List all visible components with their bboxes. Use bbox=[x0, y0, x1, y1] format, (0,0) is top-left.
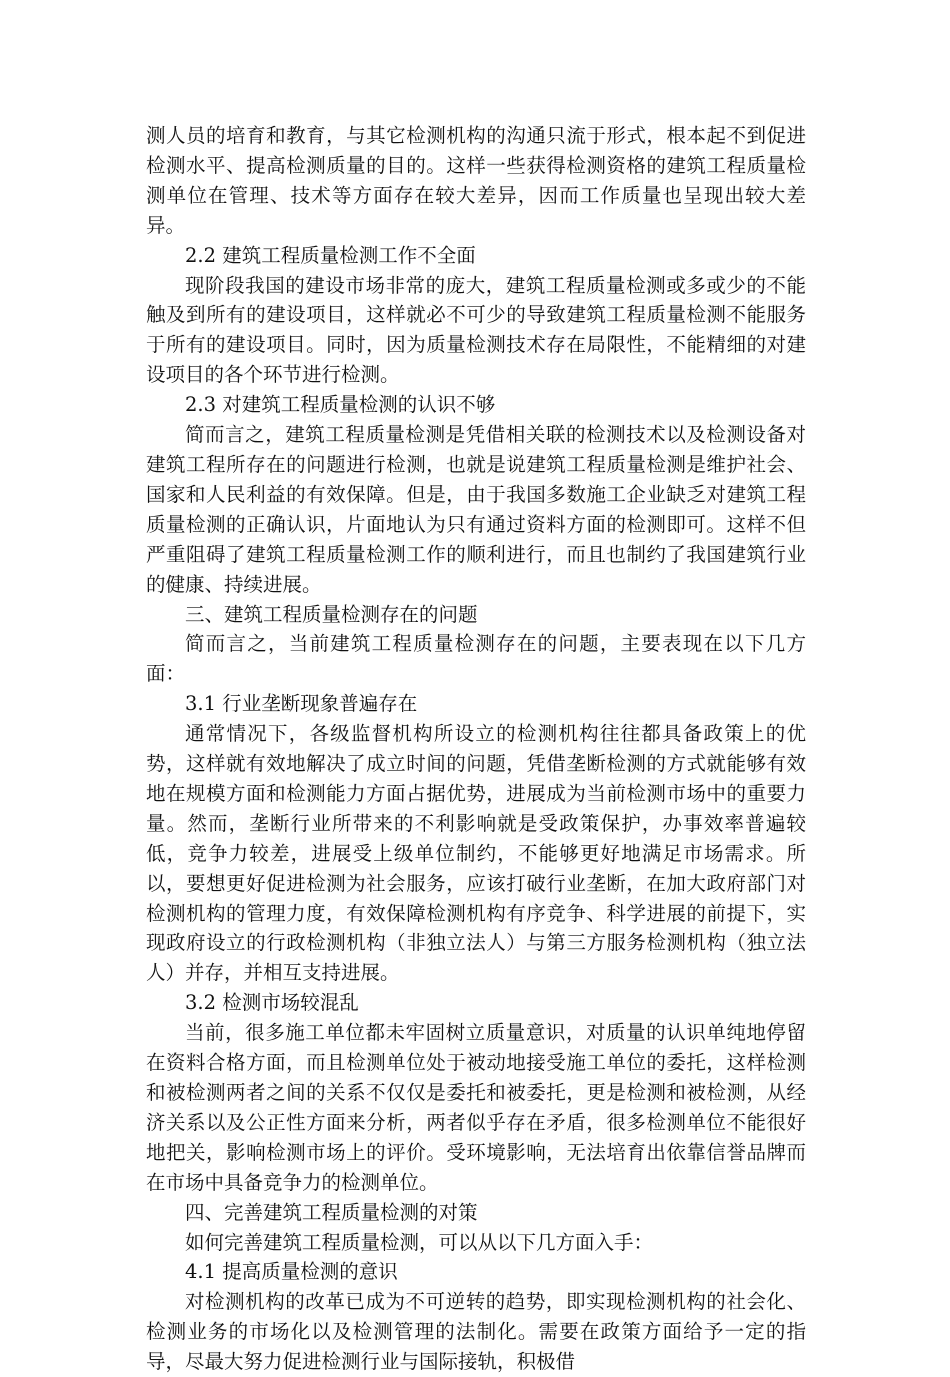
document-body bbox=[146, 121, 806, 1377]
paragraph: 通常情况下，各级监督机构所设立的检测机构往往都具备政策上的优势，这样就有效地解决了成立时间的问题，凭借垄断检测的方式就能够有效地在规模方面和检测能力方面占据优势，进展成为当前检测市场中的重要力量。然而，垄断行业所带来的不利影响就是受政策保护，办事效率普遍较低，竞争力较差，进展受上级单位制约，不能够更好地满足市场需求。所以，要想更好促进检测为社会服务，应该打破行业垄断，在加大政府部门对检测机构的管理力度，有效保障检测机构有序竞争、科学进展的前提下，实现政府设立的行政检测机构（非独立法人）与第三方服务检测机构（独立法人）并存，并相互支持进展。 bbox=[146, 722, 806, 985]
paragraph: 当前，很多施工单位都未牢固树立质量意识，对质量的认识单纯地停留在资料合格方面，而且检测单位处于被动地接受施工单位的委托，这样检测和被检测两者之间的关系不仅仅是委托和被委托，更是检测和被检测，从经济关系以及公正性方面来分析，两者似乎存在矛盾，很多检测单位不能很好地把关，影响检测市场上的评价。受环境影响，无法培育出依靠信誉品牌而在市场中具备竞争力的检测单位。 bbox=[146, 1021, 806, 1194]
section-heading-3: 三、建筑工程质量检测存在的问题 bbox=[185, 602, 478, 626]
paragraph-continuation: 测人员的培育和教育，与其它检测机构的沟通只流于形式，根本起不到促进检测水平、提高检测质量的目的。这样一些获得检测资格的建筑工程质量检测单位在管理、技术等方面存在较大差异，因而工作质量也呈现出较大差异。 bbox=[146, 124, 806, 237]
section-heading-3-2: 3.2 检测市场较混乱 bbox=[185, 991, 359, 1015]
section-heading-4: 四、完善建筑工程质量检测的对策 bbox=[185, 1200, 478, 1224]
section-heading-3-1: 3.1 行业垄断现象普遍存在 bbox=[185, 692, 418, 716]
section-heading-2-2: 2.2 建筑工程质量检测工作不全面 bbox=[185, 243, 476, 267]
section-heading-2-3: 2.3 对建筑工程质量检测的认识不够 bbox=[185, 393, 496, 417]
paragraph: 现阶段我国的建设市场非常的庞大，建筑工程质量检测或多或少的不能触及到所有的建设项目，这样就必不可少的导致建筑工程质量检测不能服务于所有的建设项目。同时，因为质量检测技术存在局限性，不能精细的对建设项目的各个环节进行检测。 bbox=[146, 273, 806, 387]
paragraph: 对检测机构的改革已成为不可逆转的趋势，即实现检测机构的社会化、检测业务的市场化以及检测管理的法制化。需要在政策方面给予一定的指导，尽最大努力促进检测行业与国际接轨，积极借 bbox=[146, 1290, 806, 1374]
section-heading-4-1: 4.1 提高质量检测的意识 bbox=[185, 1260, 398, 1284]
paragraph: 简而言之，建筑工程质量检测是凭借相关联的检测技术以及检测设备对建筑工程所存在的问题进行检测，也就是说建筑工程质量检测是维护社会、国家和人民利益的有效保障。但是，由于我国多数施工企业缺乏对建筑工程质量检测的正确认识，片面地认为只有通过资料方面的检测即可。这样不但严重阻碍了建筑工程质量检测工作的顺利进行，而且也制约了我国建筑行业的健康、持续进展。 bbox=[146, 423, 806, 596]
paragraph: 简而言之，当前建筑工程质量检测存在的问题，主要表现在以下几方面： bbox=[146, 632, 806, 686]
paragraph: 如何完善建筑工程质量检测，可以从以下几方面入手： bbox=[185, 1230, 654, 1254]
